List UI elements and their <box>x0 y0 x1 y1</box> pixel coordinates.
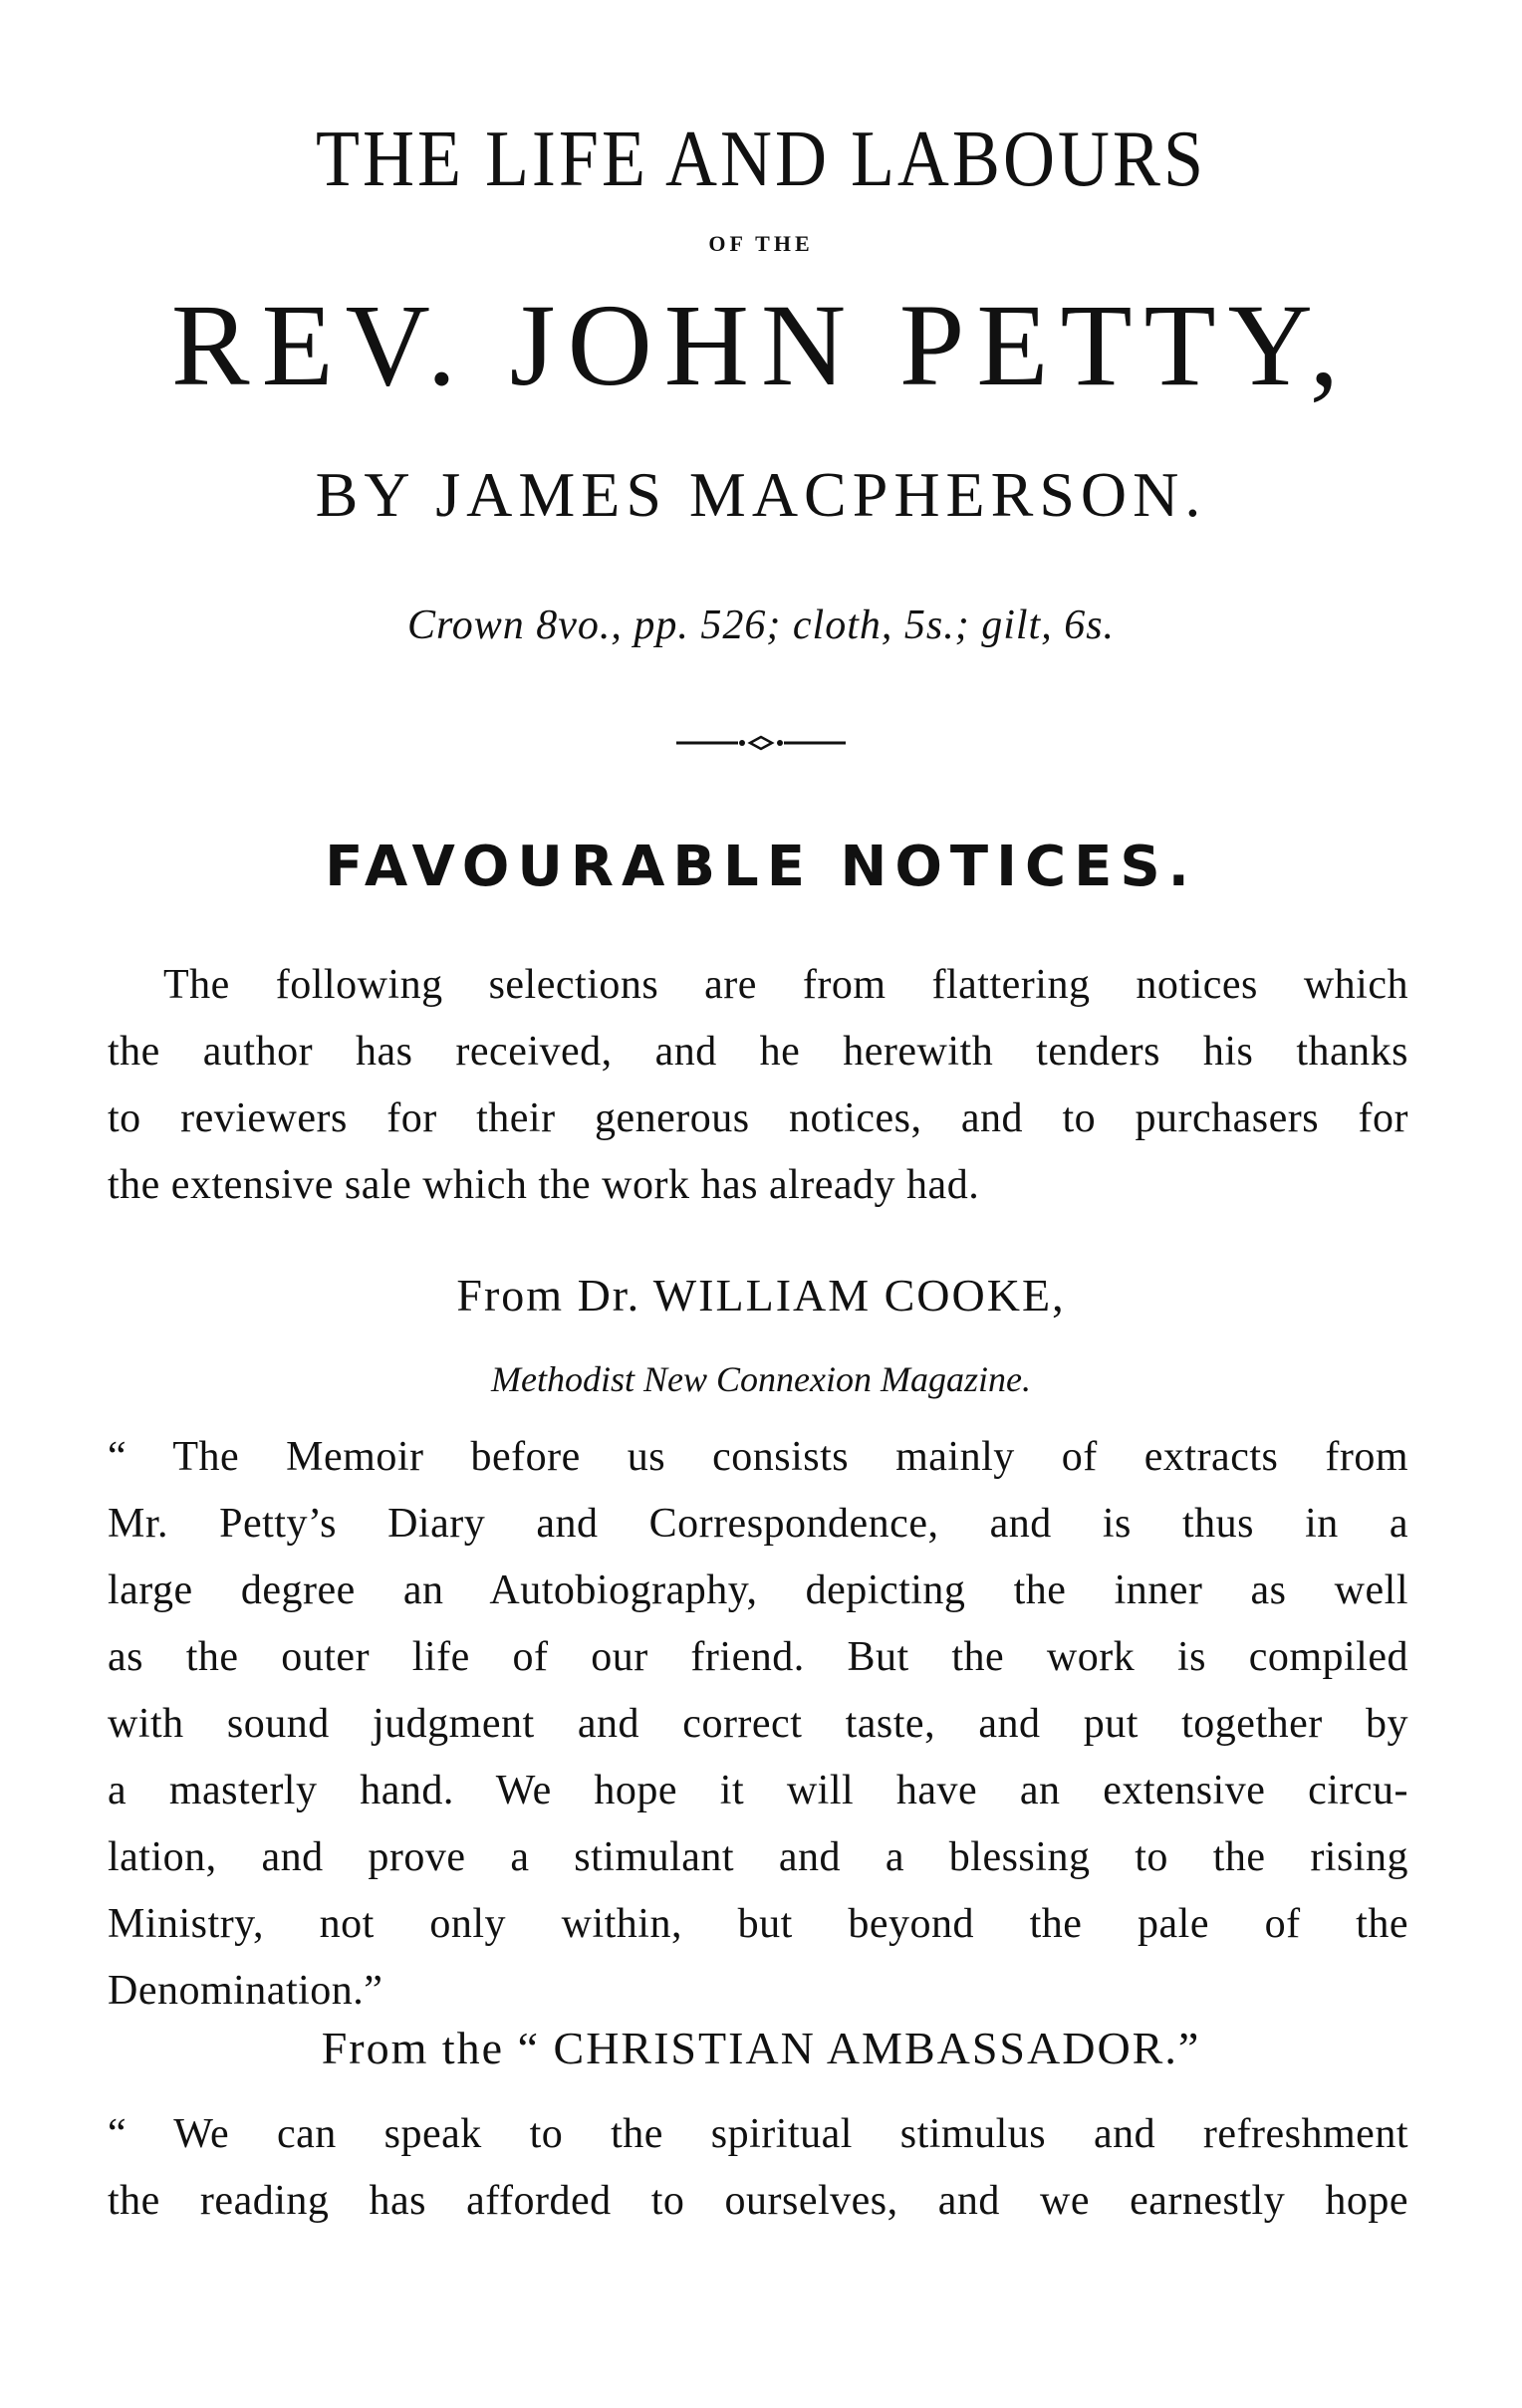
book-author: BY JAMES MACPHERSON. <box>315 459 1207 530</box>
quote-line: the reading has afforded to ourselves, and we earnestly hope <box>108 2178 1408 2224</box>
book-price-details: Crown 8vo., pp. 526; cloth, 5s.; gilt, 6s. <box>406 602 1116 648</box>
review-source-heading: From Dr. WILLIAM COOKE, <box>456 1270 1066 1321</box>
quote-line: Ministry, not only within, but beyond the pale of the <box>108 1901 1408 1947</box>
review-source-heading: From the “ CHRISTIAN AMBASSADOR.” <box>321 2023 1201 2073</box>
quote-line: as the outer life of our friend. But the work is compiled <box>108 1634 1408 1680</box>
quote-line: “ The Memoir before us consists mainly of extracts from <box>108 1434 1408 1480</box>
book-title: THE LIFE AND LABOURS <box>315 114 1206 203</box>
intro-line: the author has received, and he herewith tenders his thanks <box>108 1029 1408 1075</box>
intro-line: the extensive sale which the work has already had. <box>108 1162 980 1208</box>
quote-line: Mr. Petty’s Diary and Correspondence, and is thus in a <box>108 1501 1408 1547</box>
intro-paragraph <box>108 952 1408 1219</box>
quote-line: a masterly hand. We hope it will have an extensive circu- <box>108 1768 1408 1813</box>
of-the-connector: OF THE <box>708 231 814 256</box>
quote-line: large degree an Autobiography, depicting the inner as well <box>108 1567 1408 1613</box>
quote-line: “ We can speak to the spiritual stimulus and refreshment <box>108 2111 1408 2157</box>
quote-line: with sound judgment and correct taste, and put together by <box>108 1701 1408 1747</box>
ornamental-rule-icon <box>0 733 1522 753</box>
intro-line: to reviewers for their generous notices, and to purchasers for <box>108 1095 1408 1141</box>
book-subject-name: REV. JOHN PETTY, <box>170 280 1352 410</box>
quote-line: lation, and prove a stimulant and a blessing to the rising <box>108 1834 1408 1880</box>
intro-line: The following selections are from flattering notices which <box>163 962 1408 1008</box>
review-quote <box>108 1424 1408 2025</box>
notices-heading: FAVOURABLE NOTICES. <box>325 835 1197 899</box>
quote-line: Denomination.” <box>108 1968 383 2014</box>
review-publication: Methodist New Connexion Magazine. <box>491 1359 1031 1399</box>
review-quote <box>108 2101 1408 2235</box>
